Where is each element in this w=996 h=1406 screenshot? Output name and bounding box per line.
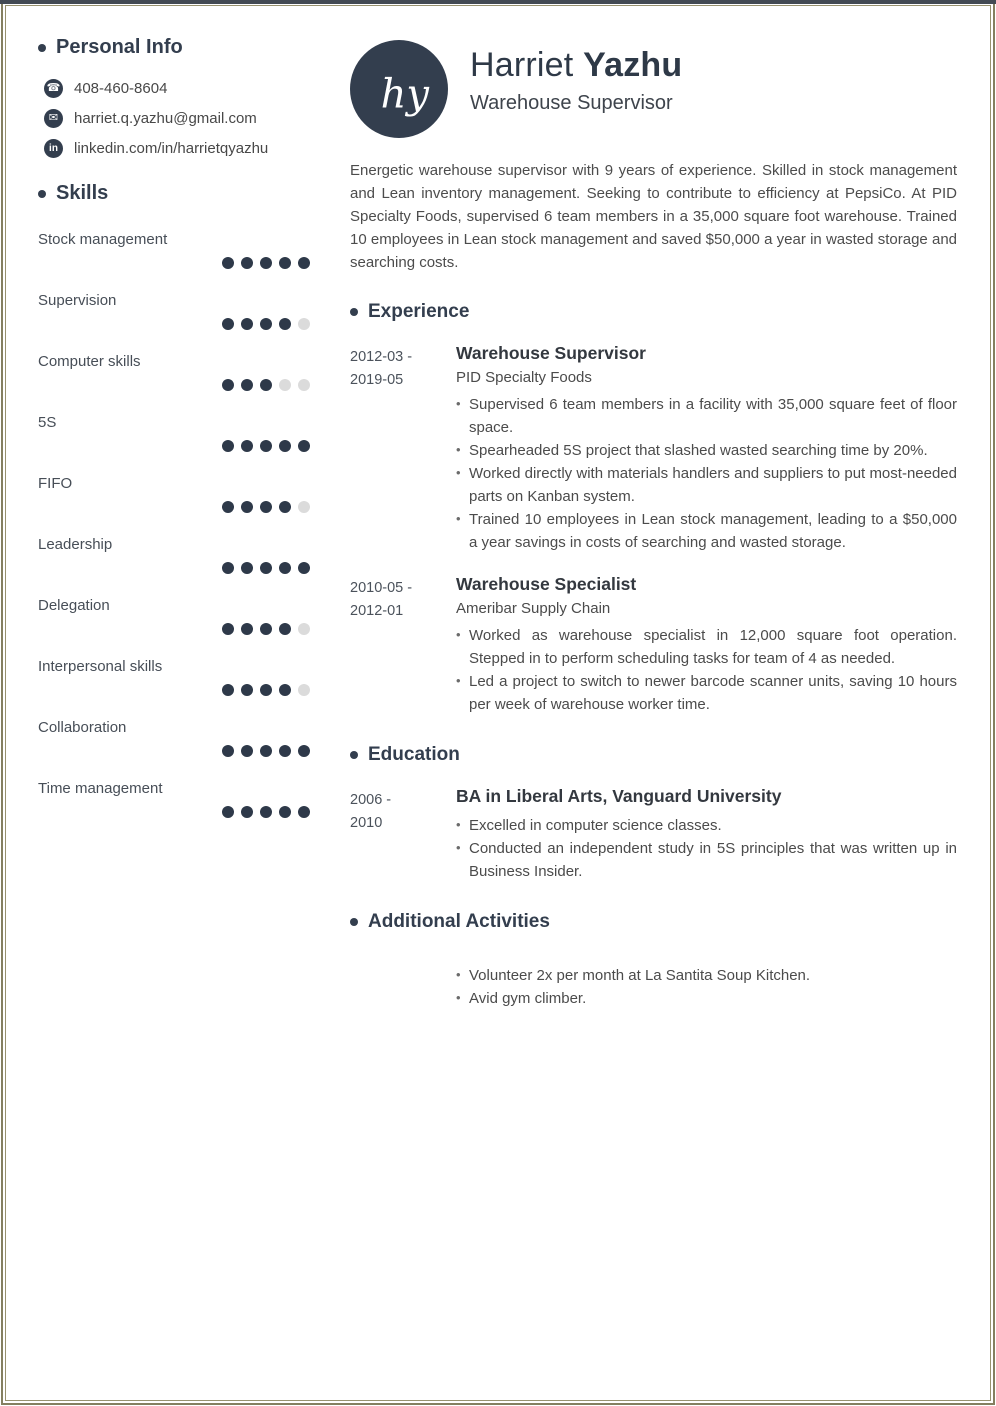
skill-rating-dot [279,257,291,269]
skill-rating-dot [279,318,291,330]
skill-rating-dot [222,501,234,513]
sidebar [0,0,332,1406]
first-name: Harriet [470,46,574,84]
skill-rating-dot [298,623,310,635]
skill-rating-dot [241,318,253,330]
skill-rating-dot [241,806,253,818]
date-end: 2010 [350,814,383,831]
skill-label: Time management [38,780,163,797]
skill-rating-dot [222,257,234,269]
skill-rating-dot [279,501,291,513]
contact-text: harriet.q.yazhu@gmail.com [74,110,257,127]
contact-row [44,109,312,128]
skill-rating-dot [260,257,272,269]
additional-activities-heading [350,911,957,933]
skill-rating [38,379,312,391]
skill-rating-dot [279,623,291,635]
name-block [470,40,682,115]
skill-rating-dot [241,562,253,574]
entry-body [456,786,957,884]
skill-rating-dot [279,745,291,757]
email-icon: ✉ [44,109,63,128]
education-entries [350,786,957,884]
date-start: 2012-03 - [350,349,413,366]
additional-activities-body [350,957,957,1011]
skill-rating [38,623,312,635]
skill-rating-dot [241,501,253,513]
skill-rating-dot [222,623,234,635]
bullet-marker-icon [350,918,358,926]
activity-bullet: • Avid gym climber. [456,988,810,1011]
entry-bullet: • Led a project to switch to newer barcode scanner units, saving 10 hours per week of warehouse worker time. [456,671,957,717]
phone-icon: ☎ [44,79,63,98]
skill-rating [38,562,312,574]
skill-row [38,597,312,635]
skill-label: Collaboration [38,719,127,736]
skill-rating-dot [298,318,310,330]
skill-rating [38,684,312,696]
entry-dates [350,786,456,884]
skill-rating-dot [260,318,272,330]
activity-bullet: • Volunteer 2x per month at La Santita Soup Kitchen. [456,965,810,988]
skill-rating [38,318,312,330]
entry-bullet: • Conducted an independent study in 5S principles that was written up in Business Insider. [456,838,957,884]
skill-rating-dot [260,684,272,696]
entry-bullet: • Excelled in computer science classes. [456,815,957,838]
entry-bullet: • Trained 10 employees in Lean stock management, leading to a $50,000 a year savings in costs of searching and wasted storage. [456,509,957,555]
contact-list [44,79,312,158]
skill-label: Computer skills [38,353,141,370]
skill-rating-dot [222,562,234,574]
skill-row [38,475,312,513]
entry-bullet: • Worked as warehouse specialist in 12,000 square foot operation. Stepped in to perform scheduling tasks for team of 4 as needed. [456,625,957,671]
skill-rating-dot [260,501,272,513]
skill-rating-dot [298,745,310,757]
skill-rating-dot [241,257,253,269]
date-column-spacer [350,957,456,1011]
skill-rating-dot [260,806,272,818]
skill-list [38,231,312,818]
skill-rating [38,745,312,757]
last-name: Yazhu [583,46,683,84]
resume-header [350,40,957,138]
education-entry [350,786,957,884]
skill-rating-dot [260,745,272,757]
date-start: 2010-05 - [350,580,413,597]
person-name [470,46,682,85]
entry-dates [350,574,456,717]
skill-row [38,231,312,269]
summary-paragraph: Energetic warehouse supervisor with 9 years of experience. Skilled in stock management and Lean inventory management. Seeking to contribute to efficiency at PepsiCo. At PID Specialty Foods, supervised 6 team members in a 35,000 square foot warehouse. Trained 10 employees in Lean stock management and saved $50,000 a year in wasted storage and searching costs. [350,162,957,272]
skill-rating-dot [241,379,253,391]
date-start: 2006 - [350,791,392,808]
experience-entry [350,343,957,555]
additional-activities-section [350,911,957,1011]
skill-rating-dot [241,684,253,696]
entry-organization: PID Specialty Foods [456,369,592,387]
skills-heading [38,182,312,205]
entry-title: Warehouse Supervisor [456,343,646,364]
entry-body [456,343,957,555]
linkedin-icon: in [44,139,63,158]
skill-rating-dot [241,745,253,757]
skill-label: FIFO [38,475,73,492]
experience-heading-label: Experience [368,301,470,323]
entry-bullet: • Supervised 6 team members in a facility with 35,000 square feet of floor space. [456,394,957,440]
date-end: 2012-01 [350,602,404,619]
top-accent-bar [0,0,996,4]
skill-rating-dot [279,562,291,574]
skill-label: Supervision [38,292,117,309]
skill-rating-dot [222,440,234,452]
skill-rating-dot [260,440,272,452]
skill-rating-dot [222,806,234,818]
avatar-initials: hy [380,71,429,118]
skill-rating-dot [279,379,291,391]
bullet-marker-icon [350,308,358,316]
entry-title: BA in Liberal Arts, Vanguard University [456,785,782,806]
skill-rating-dot [298,806,310,818]
contact-row [44,79,312,98]
skill-label: 5S [38,414,57,431]
skill-rating-dot [279,806,291,818]
skill-rating-dot [241,440,253,452]
job-title: Warehouse Supervisor [470,92,673,114]
skill-rating-dot [298,257,310,269]
skill-row [38,780,312,818]
skills-heading-label: Skills [56,182,109,204]
entry-title: Warehouse Specialist [456,574,637,595]
education-heading [350,744,957,766]
skill-rating-dot [241,623,253,635]
skill-row [38,658,312,696]
skill-rating [38,501,312,513]
skill-rating-dot [279,440,291,452]
personal-info-heading-label: Personal Info [56,36,183,58]
skill-rating-dot [260,562,272,574]
skill-rating-dot [279,684,291,696]
bullet-marker-icon [38,190,46,198]
entry-bullet: • Worked directly with materials handlers and suppliers to put most-needed parts on Kanban system. [456,463,957,509]
skill-label: Interpersonal skills [38,658,163,675]
skill-label: Delegation [38,597,110,614]
skill-label: Stock management [38,231,168,248]
entry-dates [350,343,456,555]
date-end: 2019-05 [350,372,404,389]
skill-rating [38,440,312,452]
contact-text: linkedin.com/in/harrietqyazhu [74,140,269,157]
skill-rating-dot [222,684,234,696]
entry-bullet-list [456,815,957,884]
skill-rating-dot [298,440,310,452]
entry-body [456,574,957,717]
skill-rating-dot [222,379,234,391]
education-heading-label: Education [368,743,460,765]
experience-entries [350,343,957,716]
entry-bullet-list [456,394,957,555]
personal-info-heading [38,36,312,59]
skill-rating-dot [298,562,310,574]
contact-text: 408-460-8604 [74,80,168,97]
education-section [350,744,957,884]
experience-section [350,301,957,716]
additional-activities-list [456,965,810,1011]
experience-entry [350,574,957,717]
entry-bullet-list [456,625,957,717]
skill-row [38,292,312,330]
skill-rating-dot [298,501,310,513]
skill-row [38,536,312,574]
skill-row [38,719,312,757]
entry-bullet: • Spearheaded 5S project that slashed wasted searching time by 20%. [456,440,957,463]
skill-rating-dot [222,318,234,330]
skill-rating-dot [298,379,310,391]
skill-rating [38,257,312,269]
entry-organization: Ameribar Supply Chain [456,600,611,618]
skill-rating-dot [260,379,272,391]
bullet-marker-icon [350,751,358,759]
skill-row [38,414,312,452]
bullet-marker-icon [38,44,46,52]
skill-row [38,353,312,391]
main-column [332,0,996,1406]
skill-rating-dot [222,745,234,757]
experience-heading [350,301,957,323]
skill-rating-dot [298,684,310,696]
skill-rating [38,806,312,818]
avatar [350,40,448,138]
skill-label: Leadership [38,536,113,553]
contact-row [44,139,312,158]
skill-rating-dot [260,623,272,635]
additional-activities-heading-label: Additional Activities [368,910,550,932]
